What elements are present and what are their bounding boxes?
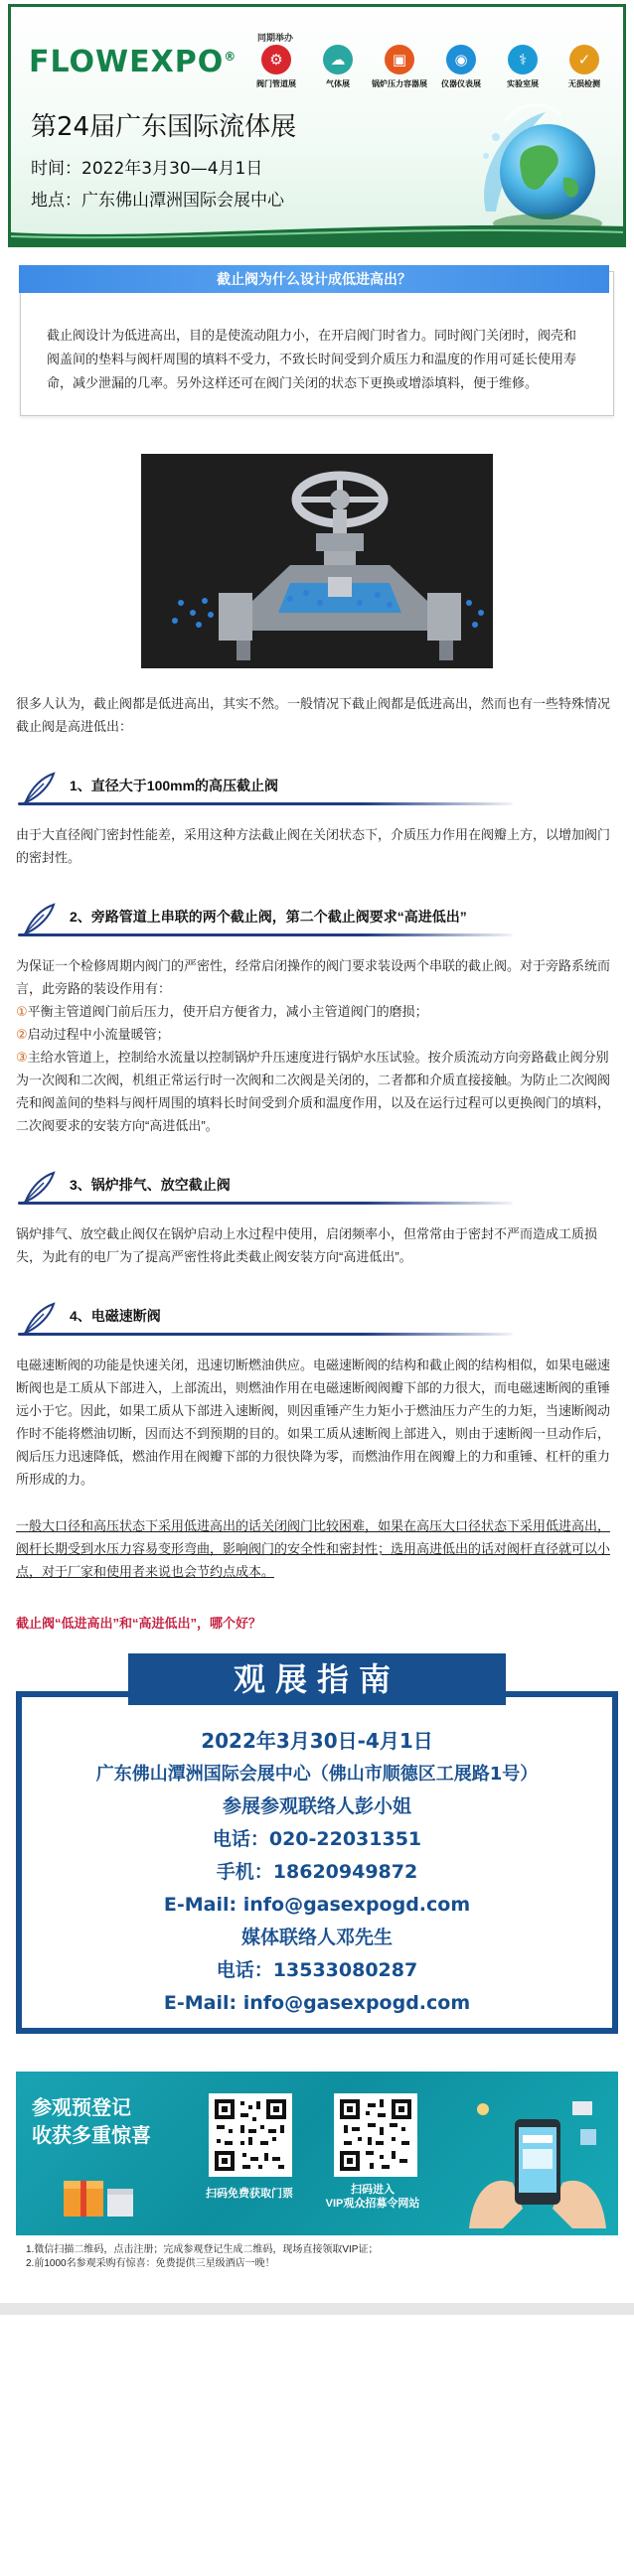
section-heading-1: 1、直径大于100mm的高压截止阀 [16,772,618,805]
guide-contact-1: 参展参观联络人彭小姐 [222,1795,411,1817]
guide-title: 观展指南 [128,1653,506,1705]
expo-banner [8,4,626,247]
guide-email-2[interactable]: E-Mail: info@gasexpogd.com [163,1992,471,2014]
feather-pen-icon [18,1171,58,1205]
co-event-instrument: ◉ 仪器仪表展 [436,45,486,89]
page [0,4,634,2315]
valve-illustration [141,454,493,668]
gift-icon [52,2163,141,2222]
valve-icon: ⚙ [261,45,291,74]
related-article-link[interactable]: 截止阀“低进高出”和“高进低出”，哪个好？ [16,1616,262,1631]
section-heading-4: 4、电磁速断阀 [16,1302,618,1336]
green-swoosh [11,215,626,244]
co-event-boiler: ▣ 锅炉压力容器展 [375,45,424,89]
registration-line-2: 收获多重惊喜 [32,2123,151,2147]
page-bottom-strip [0,2303,634,2315]
expo-time: 时间：2022年3月30—4月1日 [31,159,263,179]
boiler-icon: ▣ [385,45,414,74]
section-2-paragraph: 为保证一个检修周期内阀门的严密性，经常启闭操作的阀门要求装设两个串联的截止阀。对于旁路系统而言，此旁路的装设作用有： ①平衡主管道阀门前后压力，使开启方便省力，减小主管道阀门的磨损； ②启动过程中小流量暖管； ③主给水管道上，控制给水流量以控制锅炉升压速度进行锅炉水压试验。按介质流动方向旁路截止阀分别为一次阀和二次阀，机组正常运行时一次阀和二次阀是关闭的，二者都和介质直接接触。为防止二次阀阀壳和阀盖间的垫料与阀杆周围的填料长时间受到介质和温度作用，以及在运行过程可以更换阀门的填料，二次阀要求的安装方向“高进低出”。 [16,958,611,1133]
visitor-guide [16,1653,618,2034]
expo-title: 第24届广东国际流体展 [31,112,297,142]
feather-pen-icon [18,903,58,936]
hands-phone-illustration [463,2079,612,2228]
qr-code-vip[interactable] [334,2093,417,2177]
intro-paragraph: 很多人认为，截止阀都是低进高出，其实不然。一般情况下截止阀都是低进高出，然而也有一些特殊情况截止阀是高进低出： [16,696,611,734]
summary-paragraph: 一般大口径和高压状态下采用低进高出的话关闭阀门比较困难，如果在高压大口径状态下采用低进高出，阀杆长期受到水压力容易变形弯曲，影响阀门的安全性和密封性；选用高进低出的话对阀杆直径就可以小点，对于厂家和使用者来说也会节约点成本。 [16,1518,611,1579]
question-answer: 截止阀设计为低进高出，目的是使流动阻力小，在开启阀门时省力。同时阀门关闭时，阀壳和阀盖间的垫料与阀杆周围的填料不受力，不致长时间受到介质压力和温度的作用可延长使用寿命，减少泄漏的几率。另外这样还可在阀门关闭的状态下更换或增添填料，便于维修。 [47,328,577,390]
guide-place: 广东佛山潭洲国际会展中心（佛山市顺德区工展路1号） [95,1764,539,1785]
qr-code-ticket[interactable] [209,2093,292,2177]
registration-notes: 1.微信扫描二维码，点击注册；完成参观登记生成二维码，现场直接领取VIP证； 2.前1000名参观采购有惊喜：免费提供三星级酒店一晚！ [16,2235,618,2277]
co-event-ndt: ✓ 无损检测 [559,45,609,89]
valve-cutaway-image [141,454,493,668]
qr-vip-caption: 扫码进入 VIP观众招募令网站 [325,2184,420,2210]
section-4-paragraph: 电磁速断阀的功能是快速关闭，迅速切断燃油供应。电磁速断阀的结构和截止阀的结构相似，如果电磁速断阀也是工质从下部进入，上部流出，则燃油作用在电磁速断阀阀瓣下部的力很大，而电磁速断阀的重锤远小于它。因此，如果工质从下部进入速断阀，则因重锤产生力矩小于燃油压力产生的力矩，当速断阀动作时不能将燃油切断，因而达不到预期的目的。如果工质从速断阀上部进入，则由于速断阀一旦动作后，阀后压力迅速降低，燃油作用在阀瓣下部的力很快降为零，而燃油作用在阀瓣上的力和重锤、杠杆的重力所形成的力。 [16,1358,611,1487]
guide-tel: 电话：020-22031351 [212,1828,422,1850]
instrument-icon: ◉ [446,45,476,74]
check-icon: ✓ [569,45,599,74]
co-event-valve: ⚙ 阀门管道展 [251,45,301,89]
organizer-label: 同期举办 [257,33,294,43]
section-heading-2: 2、旁路管道上串联的两个截止阀，第二个截止阀要求“高进低出” [16,903,618,936]
co-event-icons [251,45,609,89]
guide-box [16,1691,618,2034]
feather-pen-icon [18,772,58,805]
guide-contact-2: 媒体联络人邓先生 [240,1927,393,1948]
guide-email-1[interactable]: E-Mail: info@gasexpogd.com [163,1894,471,1916]
guide-tel-2: 电话：13533080287 [216,1959,418,1981]
section-3-paragraph: 锅炉排气、放空截止阀仅在锅炉启动上水过程中使用，启闭频率小，但常常由于密封不严而造成工质损失，为此有的电厂为了提高严密性将此类截止阀安装方向“高进低出”。 [16,1226,598,1264]
gas-icon: ☁ [323,45,353,74]
question-card [20,271,614,416]
co-event-gas: ☁ 气体展 [313,45,363,89]
qr-ticket-caption: 扫码免费获取门票 [206,2188,293,2200]
section-1-paragraph: 由于大直径阀门密封性能差，采用这种方法截止阀在关闭状态下，介质压力作用在阀瓣上方，以增加阀门的密封性。 [16,827,611,865]
guide-date: 2022年3月30日-4月1日 [201,1729,433,1753]
feather-pen-icon [18,1302,58,1336]
registration-banner [16,2072,618,2235]
co-event-lab: ⚕ 实验室展 [498,45,548,89]
guide-mobile: 手机：18620949872 [216,1861,418,1883]
flowexpo-logo: FLOWEXPO® [29,45,238,79]
question-title: 截止阀为什么设计成低进高出？ [19,265,609,293]
expo-place: 地点：广东佛山潭洲国际会展中心 [31,191,284,211]
registration-line-1: 参观预登记 [32,2095,131,2119]
lab-icon: ⚕ [508,45,538,74]
section-heading-3: 3、锅炉排气、放空截止阀 [16,1171,618,1205]
